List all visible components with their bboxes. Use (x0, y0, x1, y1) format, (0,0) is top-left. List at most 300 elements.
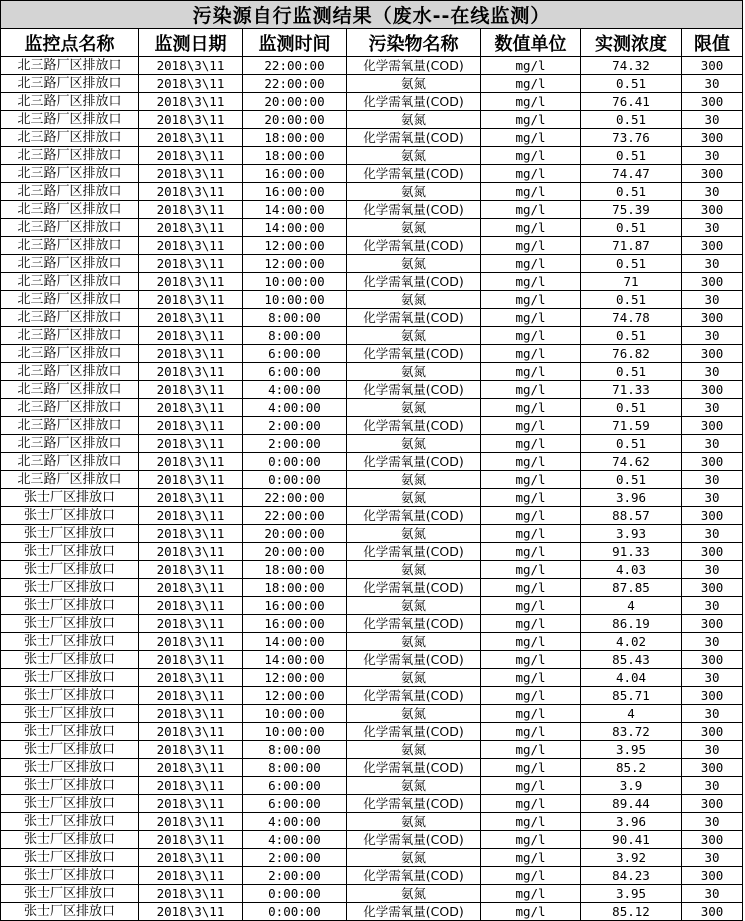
cell-pollutant: 氨氮 (347, 885, 481, 903)
cell-site: 张士厂区排放口 (1, 543, 139, 561)
cell-pollutant: 化学需氧量(COD) (347, 93, 481, 111)
cell-pollutant: 氨氮 (347, 471, 481, 489)
cell-site: 张士厂区排放口 (1, 489, 139, 507)
table-row (1, 831, 743, 849)
table-row (1, 615, 743, 633)
cell-concentration: 0.51 (581, 471, 682, 489)
table-row (1, 507, 743, 525)
table-row (1, 867, 743, 885)
table-row (1, 777, 743, 795)
cell-site: 北三路厂区排放口 (1, 381, 139, 399)
cell-concentration: 3.9 (581, 777, 682, 795)
cell-date: 2018\3\11 (139, 219, 243, 237)
cell-pollutant: 化学需氧量(COD) (347, 831, 481, 849)
cell-pollutant: 化学需氧量(COD) (347, 903, 481, 921)
table-row (1, 633, 743, 651)
table-row (1, 669, 743, 687)
cell-concentration: 71.33 (581, 381, 682, 399)
cell-unit: mg/l (481, 381, 581, 399)
table-body (1, 57, 743, 921)
cell-date: 2018\3\11 (139, 903, 243, 921)
cell-limit: 30 (682, 777, 743, 795)
cell-unit: mg/l (481, 75, 581, 93)
cell-date: 2018\3\11 (139, 165, 243, 183)
cell-site: 北三路厂区排放口 (1, 363, 139, 381)
cell-unit: mg/l (481, 489, 581, 507)
column-header-limit: 限值 (682, 29, 743, 57)
cell-unit: mg/l (481, 273, 581, 291)
cell-site: 北三路厂区排放口 (1, 201, 139, 219)
cell-concentration: 84.23 (581, 867, 682, 885)
cell-concentration: 74.62 (581, 453, 682, 471)
cell-time: 18:00:00 (243, 147, 347, 165)
cell-concentration: 88.57 (581, 507, 682, 525)
table-row (1, 309, 743, 327)
cell-date: 2018\3\11 (139, 849, 243, 867)
cell-site: 张士厂区排放口 (1, 507, 139, 525)
table-row (1, 381, 743, 399)
cell-concentration: 83.72 (581, 723, 682, 741)
cell-site: 北三路厂区排放口 (1, 291, 139, 309)
cell-unit: mg/l (481, 741, 581, 759)
cell-limit: 300 (682, 903, 743, 921)
cell-unit: mg/l (481, 255, 581, 273)
cell-pollutant: 化学需氧量(COD) (347, 237, 481, 255)
cell-site: 张士厂区排放口 (1, 561, 139, 579)
cell-date: 2018\3\11 (139, 75, 243, 93)
cell-time: 12:00:00 (243, 687, 347, 705)
cell-date: 2018\3\11 (139, 723, 243, 741)
cell-unit: mg/l (481, 417, 581, 435)
table-row (1, 597, 743, 615)
cell-date: 2018\3\11 (139, 579, 243, 597)
cell-concentration: 0.51 (581, 75, 682, 93)
cell-concentration: 0.51 (581, 291, 682, 309)
column-header-concentration: 实测浓度 (581, 29, 682, 57)
cell-time: 20:00:00 (243, 543, 347, 561)
cell-site: 北三路厂区排放口 (1, 129, 139, 147)
cell-site: 张士厂区排放口 (1, 831, 139, 849)
cell-site: 北三路厂区排放口 (1, 345, 139, 363)
table-row (1, 651, 743, 669)
cell-limit: 300 (682, 579, 743, 597)
cell-pollutant: 氨氮 (347, 75, 481, 93)
cell-time: 2:00:00 (243, 849, 347, 867)
cell-site: 北三路厂区排放口 (1, 327, 139, 345)
cell-limit: 300 (682, 867, 743, 885)
cell-date: 2018\3\11 (139, 255, 243, 273)
cell-limit: 30 (682, 327, 743, 345)
cell-date: 2018\3\11 (139, 795, 243, 813)
column-header-date: 监测日期 (139, 29, 243, 57)
cell-concentration: 74.47 (581, 165, 682, 183)
cell-unit: mg/l (481, 525, 581, 543)
cell-time: 2:00:00 (243, 867, 347, 885)
table-row (1, 183, 743, 201)
cell-site: 北三路厂区排放口 (1, 165, 139, 183)
cell-time: 4:00:00 (243, 381, 347, 399)
cell-date: 2018\3\11 (139, 111, 243, 129)
cell-site: 张士厂区排放口 (1, 903, 139, 921)
cell-pollutant: 氨氮 (347, 327, 481, 345)
cell-limit: 300 (682, 723, 743, 741)
cell-time: 20:00:00 (243, 525, 347, 543)
table-row (1, 345, 743, 363)
title-row (1, 1, 743, 29)
cell-site: 张士厂区排放口 (1, 651, 139, 669)
cell-pollutant: 氨氮 (347, 435, 481, 453)
cell-time: 6:00:00 (243, 345, 347, 363)
cell-date: 2018\3\11 (139, 309, 243, 327)
cell-site: 张士厂区排放口 (1, 777, 139, 795)
cell-pollutant: 氨氮 (347, 669, 481, 687)
cell-site: 北三路厂区排放口 (1, 183, 139, 201)
table-row (1, 291, 743, 309)
table-row (1, 399, 743, 417)
cell-concentration: 71 (581, 273, 682, 291)
cell-concentration: 3.96 (581, 813, 682, 831)
cell-site: 北三路厂区排放口 (1, 93, 139, 111)
cell-pollutant: 化学需氧量(COD) (347, 453, 481, 471)
cell-pollutant: 氨氮 (347, 525, 481, 543)
cell-date: 2018\3\11 (139, 57, 243, 75)
column-header-pollutant: 污染物名称 (347, 29, 481, 57)
table-row (1, 687, 743, 705)
cell-site: 北三路厂区排放口 (1, 309, 139, 327)
cell-unit: mg/l (481, 651, 581, 669)
cell-limit: 30 (682, 525, 743, 543)
cell-pollutant: 化学需氧量(COD) (347, 57, 481, 75)
cell-date: 2018\3\11 (139, 633, 243, 651)
cell-concentration: 0.51 (581, 183, 682, 201)
cell-limit: 30 (682, 885, 743, 903)
cell-unit: mg/l (481, 687, 581, 705)
cell-time: 22:00:00 (243, 75, 347, 93)
cell-date: 2018\3\11 (139, 687, 243, 705)
cell-site: 北三路厂区排放口 (1, 399, 139, 417)
cell-date: 2018\3\11 (139, 93, 243, 111)
cell-concentration: 87.85 (581, 579, 682, 597)
cell-time: 18:00:00 (243, 579, 347, 597)
cell-pollutant: 化学需氧量(COD) (347, 615, 481, 633)
cell-time: 16:00:00 (243, 597, 347, 615)
cell-unit: mg/l (481, 291, 581, 309)
cell-concentration: 3.95 (581, 741, 682, 759)
cell-date: 2018\3\11 (139, 363, 243, 381)
table-row (1, 417, 743, 435)
cell-unit: mg/l (481, 831, 581, 849)
cell-time: 12:00:00 (243, 237, 347, 255)
table-row (1, 435, 743, 453)
cell-time: 2:00:00 (243, 435, 347, 453)
cell-time: 10:00:00 (243, 705, 347, 723)
cell-limit: 30 (682, 435, 743, 453)
table-row (1, 147, 743, 165)
cell-unit: mg/l (481, 723, 581, 741)
cell-limit: 300 (682, 201, 743, 219)
cell-time: 12:00:00 (243, 669, 347, 687)
cell-site: 张士厂区排放口 (1, 885, 139, 903)
cell-site: 张士厂区排放口 (1, 867, 139, 885)
cell-time: 22:00:00 (243, 57, 347, 75)
cell-concentration: 0.51 (581, 219, 682, 237)
cell-site: 北三路厂区排放口 (1, 255, 139, 273)
cell-limit: 30 (682, 813, 743, 831)
cell-date: 2018\3\11 (139, 543, 243, 561)
cell-date: 2018\3\11 (139, 489, 243, 507)
cell-unit: mg/l (481, 309, 581, 327)
cell-unit: mg/l (481, 453, 581, 471)
cell-date: 2018\3\11 (139, 669, 243, 687)
cell-pollutant: 氨氮 (347, 741, 481, 759)
cell-limit: 300 (682, 93, 743, 111)
cell-limit: 30 (682, 147, 743, 165)
cell-date: 2018\3\11 (139, 201, 243, 219)
cell-limit: 30 (682, 291, 743, 309)
cell-date: 2018\3\11 (139, 741, 243, 759)
cell-pollutant: 氨氮 (347, 849, 481, 867)
cell-date: 2018\3\11 (139, 327, 243, 345)
cell-concentration: 90.41 (581, 831, 682, 849)
cell-limit: 30 (682, 363, 743, 381)
cell-concentration: 71.87 (581, 237, 682, 255)
cell-concentration: 74.78 (581, 309, 682, 327)
cell-limit: 30 (682, 183, 743, 201)
cell-pollutant: 氨氮 (347, 777, 481, 795)
cell-time: 6:00:00 (243, 795, 347, 813)
cell-limit: 300 (682, 273, 743, 291)
cell-unit: mg/l (481, 705, 581, 723)
cell-site: 北三路厂区排放口 (1, 273, 139, 291)
cell-site: 张士厂区排放口 (1, 795, 139, 813)
table-row (1, 489, 743, 507)
cell-time: 14:00:00 (243, 201, 347, 219)
cell-unit: mg/l (481, 795, 581, 813)
table-row (1, 201, 743, 219)
table-row (1, 129, 743, 147)
cell-limit: 300 (682, 309, 743, 327)
cell-site: 张士厂区排放口 (1, 633, 139, 651)
cell-concentration: 3.96 (581, 489, 682, 507)
cell-limit: 30 (682, 633, 743, 651)
cell-limit: 300 (682, 651, 743, 669)
cell-date: 2018\3\11 (139, 885, 243, 903)
cell-pollutant: 化学需氧量(COD) (347, 507, 481, 525)
cell-concentration: 0.51 (581, 435, 682, 453)
cell-date: 2018\3\11 (139, 273, 243, 291)
column-header-unit: 数值单位 (481, 29, 581, 57)
cell-limit: 300 (682, 417, 743, 435)
table-row (1, 705, 743, 723)
cell-site: 北三路厂区排放口 (1, 417, 139, 435)
cell-time: 20:00:00 (243, 111, 347, 129)
table-row (1, 363, 743, 381)
cell-limit: 300 (682, 165, 743, 183)
cell-pollutant: 化学需氧量(COD) (347, 165, 481, 183)
cell-pollutant: 化学需氧量(COD) (347, 345, 481, 363)
cell-concentration: 85.43 (581, 651, 682, 669)
cell-time: 12:00:00 (243, 255, 347, 273)
cell-concentration: 85.71 (581, 687, 682, 705)
cell-concentration: 89.44 (581, 795, 682, 813)
cell-site: 张士厂区排放口 (1, 597, 139, 615)
cell-unit: mg/l (481, 363, 581, 381)
cell-site: 北三路厂区排放口 (1, 471, 139, 489)
cell-unit: mg/l (481, 237, 581, 255)
cell-unit: mg/l (481, 669, 581, 687)
cell-time: 16:00:00 (243, 165, 347, 183)
cell-time: 4:00:00 (243, 813, 347, 831)
cell-pollutant: 化学需氧量(COD) (347, 129, 481, 147)
cell-time: 0:00:00 (243, 471, 347, 489)
header-row (1, 29, 743, 57)
table-row (1, 165, 743, 183)
cell-date: 2018\3\11 (139, 705, 243, 723)
cell-site: 张士厂区排放口 (1, 579, 139, 597)
cell-time: 16:00:00 (243, 615, 347, 633)
table-row (1, 219, 743, 237)
cell-pollutant: 氨氮 (347, 489, 481, 507)
table-row (1, 525, 743, 543)
cell-time: 22:00:00 (243, 489, 347, 507)
cell-concentration: 4.03 (581, 561, 682, 579)
cell-pollutant: 氨氮 (347, 561, 481, 579)
cell-pollutant: 化学需氧量(COD) (347, 723, 481, 741)
cell-date: 2018\3\11 (139, 777, 243, 795)
table-row (1, 93, 743, 111)
cell-limit: 300 (682, 345, 743, 363)
table-row (1, 327, 743, 345)
cell-limit: 30 (682, 489, 743, 507)
cell-limit: 300 (682, 759, 743, 777)
table-row (1, 561, 743, 579)
cell-site: 张士厂区排放口 (1, 705, 139, 723)
table-row (1, 579, 743, 597)
table-row (1, 453, 743, 471)
cell-limit: 300 (682, 615, 743, 633)
cell-unit: mg/l (481, 165, 581, 183)
cell-unit: mg/l (481, 435, 581, 453)
cell-time: 10:00:00 (243, 291, 347, 309)
cell-pollutant: 氨氮 (347, 147, 481, 165)
cell-date: 2018\3\11 (139, 399, 243, 417)
cell-time: 0:00:00 (243, 903, 347, 921)
cell-unit: mg/l (481, 147, 581, 165)
cell-pollutant: 化学需氧量(COD) (347, 867, 481, 885)
cell-concentration: 3.92 (581, 849, 682, 867)
cell-limit: 300 (682, 237, 743, 255)
table-row (1, 57, 743, 75)
cell-unit: mg/l (481, 543, 581, 561)
cell-date: 2018\3\11 (139, 147, 243, 165)
cell-limit: 30 (682, 705, 743, 723)
table-row (1, 471, 743, 489)
cell-time: 2:00:00 (243, 417, 347, 435)
cell-limit: 300 (682, 795, 743, 813)
cell-unit: mg/l (481, 579, 581, 597)
cell-time: 20:00:00 (243, 93, 347, 111)
cell-unit: mg/l (481, 759, 581, 777)
cell-unit: mg/l (481, 633, 581, 651)
cell-pollutant: 化学需氧量(COD) (347, 795, 481, 813)
cell-site: 北三路厂区排放口 (1, 453, 139, 471)
cell-unit: mg/l (481, 93, 581, 111)
cell-site: 张士厂区排放口 (1, 525, 139, 543)
cell-pollutant: 化学需氧量(COD) (347, 759, 481, 777)
cell-date: 2018\3\11 (139, 417, 243, 435)
cell-unit: mg/l (481, 183, 581, 201)
cell-limit: 300 (682, 57, 743, 75)
cell-date: 2018\3\11 (139, 381, 243, 399)
cell-pollutant: 化学需氧量(COD) (347, 579, 481, 597)
cell-pollutant: 氨氮 (347, 813, 481, 831)
cell-limit: 300 (682, 381, 743, 399)
cell-unit: mg/l (481, 885, 581, 903)
cell-date: 2018\3\11 (139, 453, 243, 471)
cell-concentration: 0.51 (581, 147, 682, 165)
cell-limit: 30 (682, 561, 743, 579)
cell-time: 10:00:00 (243, 273, 347, 291)
cell-pollutant: 化学需氧量(COD) (347, 651, 481, 669)
cell-limit: 30 (682, 471, 743, 489)
cell-site: 张士厂区排放口 (1, 615, 139, 633)
cell-unit: mg/l (481, 111, 581, 129)
cell-limit: 30 (682, 111, 743, 129)
cell-time: 18:00:00 (243, 561, 347, 579)
cell-concentration: 4.02 (581, 633, 682, 651)
cell-concentration: 3.93 (581, 525, 682, 543)
cell-site: 张士厂区排放口 (1, 759, 139, 777)
cell-limit: 30 (682, 75, 743, 93)
table-row (1, 543, 743, 561)
cell-pollutant: 化学需氧量(COD) (347, 417, 481, 435)
cell-pollutant: 氨氮 (347, 399, 481, 417)
cell-date: 2018\3\11 (139, 507, 243, 525)
cell-concentration: 86.19 (581, 615, 682, 633)
cell-limit: 30 (682, 741, 743, 759)
cell-concentration: 73.76 (581, 129, 682, 147)
cell-limit: 30 (682, 669, 743, 687)
table-row (1, 759, 743, 777)
cell-limit: 30 (682, 219, 743, 237)
cell-limit: 300 (682, 543, 743, 561)
cell-time: 16:00:00 (243, 183, 347, 201)
cell-concentration: 4 (581, 597, 682, 615)
cell-limit: 30 (682, 849, 743, 867)
table-row (1, 795, 743, 813)
cell-date: 2018\3\11 (139, 561, 243, 579)
cell-time: 6:00:00 (243, 363, 347, 381)
cell-concentration: 4.04 (581, 669, 682, 687)
cell-date: 2018\3\11 (139, 291, 243, 309)
cell-date: 2018\3\11 (139, 759, 243, 777)
cell-unit: mg/l (481, 219, 581, 237)
cell-site: 北三路厂区排放口 (1, 111, 139, 129)
cell-date: 2018\3\11 (139, 471, 243, 489)
cell-unit: mg/l (481, 777, 581, 795)
cell-date: 2018\3\11 (139, 813, 243, 831)
cell-site: 张士厂区排放口 (1, 849, 139, 867)
cell-limit: 300 (682, 831, 743, 849)
cell-date: 2018\3\11 (139, 129, 243, 147)
cell-limit: 300 (682, 507, 743, 525)
cell-time: 14:00:00 (243, 219, 347, 237)
table-row (1, 273, 743, 291)
cell-limit: 30 (682, 399, 743, 417)
cell-concentration: 91.33 (581, 543, 682, 561)
cell-site: 张士厂区排放口 (1, 687, 139, 705)
table-row (1, 885, 743, 903)
